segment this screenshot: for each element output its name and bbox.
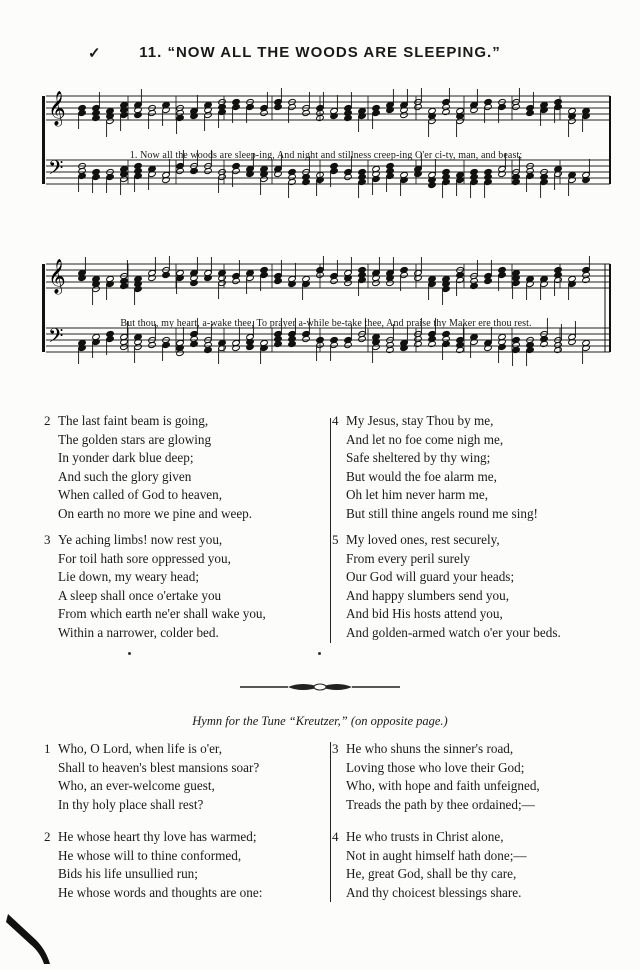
- verse-number: 5: [332, 532, 339, 547]
- hymn2-verse-3: [332, 740, 540, 814]
- verse-line: And let no foe come nigh me,: [346, 431, 504, 447]
- verse-line: My loved ones, rest securely,: [346, 532, 500, 547]
- verse-line: Our God will guard your heads;: [346, 569, 515, 585]
- check-mark-icon: ✓: [88, 45, 102, 62]
- verse-5: [332, 531, 561, 643]
- hymn-title-text: 11. “NOW ALL THE WOODS ARE SLEEPING.”: [139, 44, 501, 61]
- verse-line: He, great God, shall be thy care,: [346, 866, 517, 882]
- verse-line: He whose will to thine conformed,: [58, 847, 242, 863]
- verse-line: But still thine angels round me sing!: [346, 505, 538, 521]
- hymn2-verse-4: [332, 828, 527, 902]
- verse-line: Bids his life unsullied run;: [58, 866, 198, 882]
- verse-number: 2: [44, 829, 51, 844]
- ink-stroke-icon: [6, 910, 56, 970]
- verse-line: Oh let him never harm me,: [346, 487, 489, 503]
- verse-line: A sleep shall once o'ertake you: [58, 587, 222, 603]
- hymn2-verse-1: [44, 740, 260, 814]
- verse-line: The golden stars are glowing: [58, 431, 212, 447]
- verse-line: And thy choicest blessings share.: [346, 884, 522, 900]
- verse-line: He who shuns the sinner's road,: [346, 741, 514, 756]
- verse-3: [44, 531, 266, 643]
- verse-2: [44, 412, 253, 524]
- verse-line: But would the foe alarm me,: [346, 468, 497, 484]
- verse-line: Ye aching limbs! now rest you,: [58, 532, 223, 547]
- verse-number: 4: [332, 413, 339, 428]
- column-divider: [330, 418, 331, 643]
- verse-line: On earth no more we pine and weep.: [58, 505, 253, 521]
- lyric-line-2: But thou, my heart, a-wake thee, To prayer a-while be-take thee, And praise thy Maker ere thou rest.: [120, 318, 532, 329]
- verse-line: For toil hath sore oppressed you,: [58, 550, 231, 566]
- verse-line: And bid His hosts attend you,: [346, 606, 503, 622]
- verse-line: And happy slumbers send you,: [346, 587, 509, 603]
- verse-line: Who, O Lord, when life is o'er,: [58, 741, 223, 756]
- verse-line: My Jesus, stay Thou by me,: [346, 413, 494, 428]
- verse-line: He who trusts in Christ alone,: [346, 829, 504, 844]
- ornament-divider-icon: [240, 680, 400, 699]
- hymn2-verse-2: [44, 828, 263, 902]
- hymn-title: [0, 44, 640, 61]
- verse-line: From every peril surely: [346, 550, 471, 566]
- verse-line: Loving those who love their God;: [346, 759, 525, 775]
- verse-line: Safe sheltered by thy wing;: [346, 450, 491, 466]
- verse-line: In thy holy place shall rest?: [58, 796, 204, 812]
- verse-4: [332, 412, 538, 524]
- verse-number: 3: [332, 741, 339, 756]
- svg-text:𝄢: 𝄢: [48, 156, 64, 184]
- verse-number: 4: [332, 829, 339, 844]
- verse-number: 2: [44, 413, 51, 428]
- verse-line: The last faint beam is going,: [58, 413, 209, 428]
- column-divider: [330, 742, 331, 902]
- verse-line: Within a narrower, colder bed.: [58, 624, 219, 640]
- verse-line: Shall to heaven's blest mansions soar?: [58, 759, 260, 775]
- verse-line: He whose words and thoughts are one:: [58, 884, 263, 900]
- hymn-caption: Hymn for the Tune “Kreutzer,” (on opposite page.): [192, 714, 448, 728]
- verse-line: Treads the path by thee ordained;—: [346, 796, 535, 812]
- verse-line: And golden-armed watch o'er your beds.: [346, 624, 561, 640]
- verse-line: Not in aught himself hath done;—: [346, 847, 527, 863]
- verse-line: When called of God to heaven,: [58, 487, 223, 503]
- ink-dot: [128, 652, 131, 655]
- verse-line: And such the glory given: [58, 468, 192, 484]
- svg-text:𝄞: 𝄞: [48, 259, 66, 294]
- verse-line: Who, an ever-welcome guest,: [58, 778, 215, 794]
- lyric-line-1: 1. Now all the woods are sleep-ing, And night and stillness creep-ing O'er ci-ty, man, and beast;: [129, 150, 523, 161]
- svg-text:𝄢: 𝄢: [48, 324, 64, 352]
- verse-line: Lie down, my weary head;: [58, 569, 199, 585]
- verse-line: From which earth ne'er shall wake you,: [58, 606, 266, 622]
- verse-number: 1: [44, 741, 51, 756]
- svg-text:𝄞: 𝄞: [48, 91, 66, 126]
- verse-line: Who, with hope and faith unfeigned,: [346, 778, 540, 794]
- ink-dot: [318, 652, 321, 655]
- verse-number: 3: [44, 532, 51, 547]
- verse-line: He whose heart thy love has warmed;: [58, 829, 257, 844]
- verse-line: In yonder dark blue deep;: [58, 450, 194, 466]
